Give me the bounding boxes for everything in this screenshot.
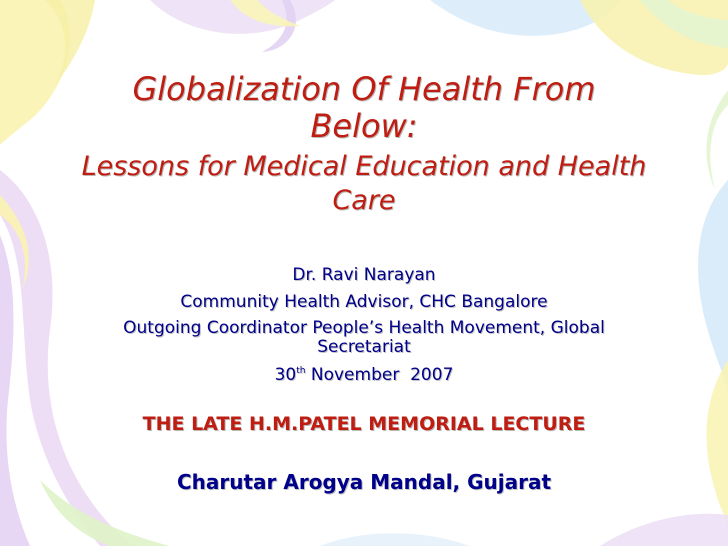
date-day: 30 <box>274 365 297 385</box>
lecture-name: THE LATE H.M.PATEL MEMORIAL LECTURE <box>142 413 586 435</box>
speaker-role-coordinator-continued: Secretariat <box>317 337 411 357</box>
lecture-date <box>0 361 728 385</box>
ribbon-purple-bottomright <box>600 514 728 546</box>
speaker-role-advisor: Community Health Advisor, CHC Bangalore <box>180 292 548 312</box>
slide-title-continued: Below: <box>310 107 418 145</box>
slide-subtitle-continued: Care <box>332 185 396 216</box>
speaker-role-coordinator: Outgoing Coordinator People’s Health Movement, Global <box>123 318 605 338</box>
slide-subtitle: Lessons for Medical Education and Health <box>81 151 647 182</box>
ribbon-blue-bottom <box>320 533 470 546</box>
speaker-name: Dr. Ravi Narayan <box>292 265 436 285</box>
date-month-year: November 2007 <box>305 365 454 385</box>
venue: Charutar Arogya Mandal, Gujarat <box>176 470 552 494</box>
slide-title: Globalization Of Health From <box>132 70 596 108</box>
ribbon-yellow-right <box>706 360 728 530</box>
date-ordinal-suffix: th <box>296 366 306 376</box>
